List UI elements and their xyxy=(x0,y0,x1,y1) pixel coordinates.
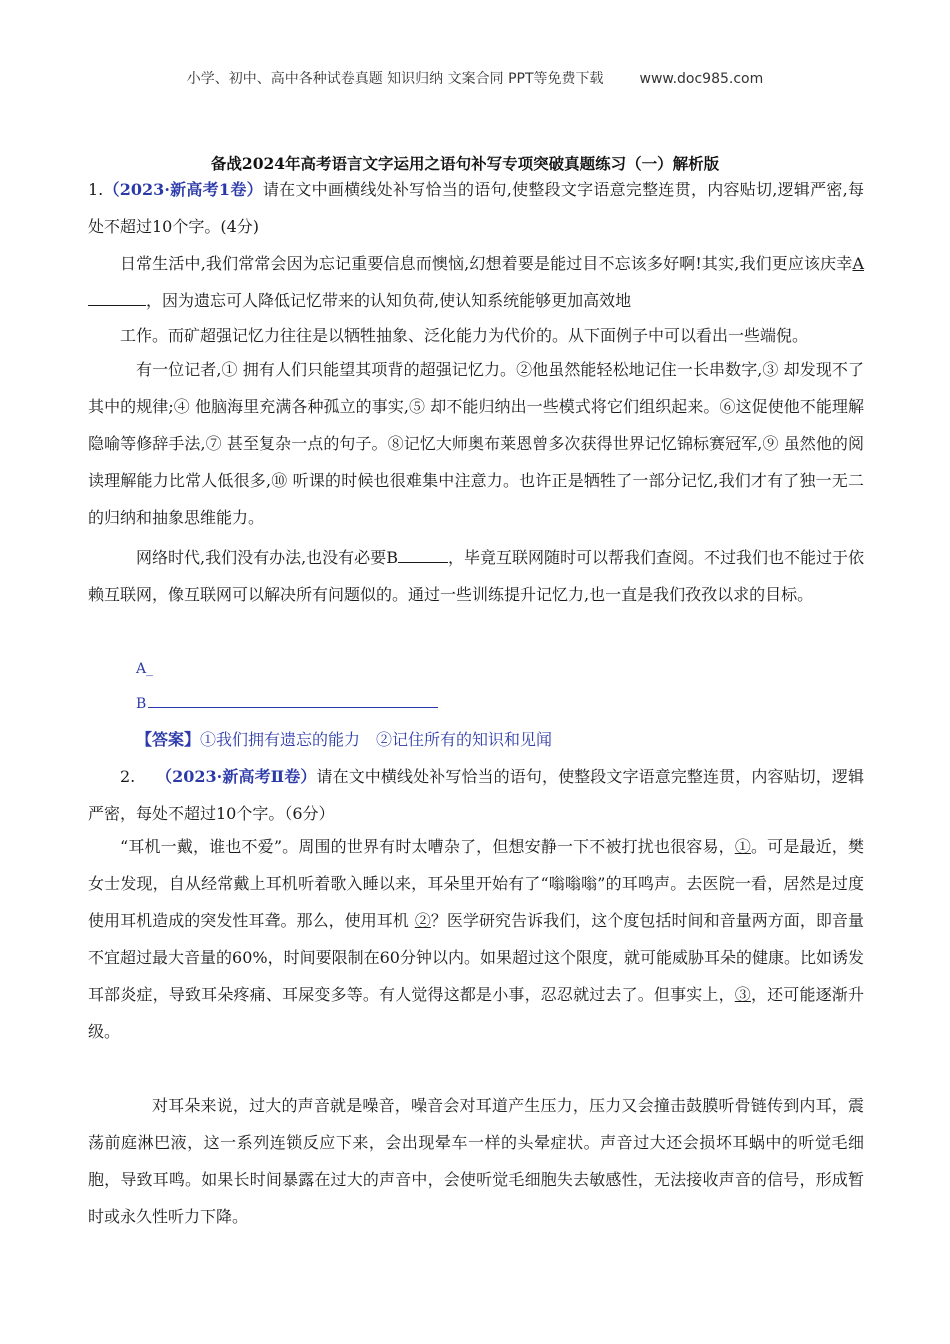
q2-p1a: “耳机一戴，谁也不爱”。周围的世界有时太嘈杂了，但想安静一下不被打扰也很容易， xyxy=(120,837,735,856)
q2-p1b: 。可是最近，樊女士发现，自从经常戴上耳机听着歌入睡以来，耳朵里开始有了“嗡嗡嗡”的耳鸣声。去医院一看，居然是过度使用耳机造成的突发性耳聋。那么，使用耳机 xyxy=(88,837,864,930)
q1-paragraph-2 xyxy=(88,351,864,536)
q1-prompt-text: 请在文中画横线处补写恰当的语句,使整段文字语意完整连贯，内容贴切,逻辑严密,每处不超过10个字。(4分) xyxy=(88,180,864,236)
q1-ans-b-line xyxy=(148,693,438,708)
q2-prompt-text: 请在文中横线处补写恰当的语句，使整段文字语意完整连贯，内容贴切，逻辑严密，每处不超过10个字。（6分） xyxy=(88,767,864,823)
q1-p1a: 日常生活中,我们常常会因为忘记重要信息而懊恼,幻想着要是能过目不忘该多好啊!其实,我们更应该庆幸 xyxy=(120,254,853,273)
q1-paragraph-1 xyxy=(88,245,864,319)
q1-p3b: ，毕竟互联网随时可以帮我们查阅。不过我们也不能过于依赖互联网，像互联网可以解决所有问题似的。通过一些训练提升记忆力,也一直是我们孜孜以求的目标。 xyxy=(88,548,864,604)
q1-paragraph-1c xyxy=(88,317,864,354)
q1-answer xyxy=(88,721,864,758)
q2-mark-3: ③ xyxy=(734,985,751,1004)
q2-number: 2. xyxy=(120,767,136,786)
q2-mark-1: ① xyxy=(734,837,751,856)
document-title: 备战2024年高考语言文字运用之语句补写专项突破真题练习（一）解析版 xyxy=(210,154,720,173)
q2-source: （2023·新高考Ⅱ卷） xyxy=(156,767,317,786)
q1-blank-b-line xyxy=(398,544,448,563)
q1-paragraph-3 xyxy=(88,539,864,613)
q1-answer-text: ①我们拥有遗忘的能力 ②记住所有的知识和见闻 xyxy=(200,730,553,749)
q2-mark-2: ② xyxy=(414,911,431,930)
q1-number: 1. xyxy=(88,180,104,199)
q1-ans-a-label: A_ xyxy=(136,661,154,677)
q1-answer-line-a xyxy=(88,651,864,688)
q1-p2: 有一位记者,① 拥有人们只能望其项背的超强记忆力。②他虽然能轻松地记住一长串数字,③ 却发现不了其中的规律;④ 他脑海里充满各种孤立的事实,⑤ 却不能归纳出一些模式将它们组织起来。⑥这促使他不能理解隐喻等修辞手法,⑦ 甚至复杂一点的句子。⑧记忆大师奥布莱恩曾多次获得世界记忆锦标赛冠军,⑨ 虽然他的阅读理解能力比常人低很多,⑩ 听课的时候也很难集中注意力。也许正是牺牲了一部分记忆,我们才有了独一无二的归纳和抽象思维能力。 xyxy=(88,360,864,527)
q1-prompt xyxy=(88,171,864,245)
q2-paragraph-2 xyxy=(88,1087,864,1235)
q2-p1c: ？医学研究告诉我们，这个度包括时间和音量两方面，即音量不宜超过最大音量的60%，时间要限制在60分钟以内。如果超过这个限度，就可能威胁耳朵的健康。比如诱发耳部炎症，导致耳朵疼痛、耳屎变多等。有人觉得这都是小事，忍忍就过去了。但事实上， xyxy=(88,911,864,1004)
q1-source: （2023·新高考1卷） xyxy=(103,180,263,199)
header-site[interactable]: www.doc985.com xyxy=(639,71,764,87)
q1-ans-b-label: B xyxy=(136,696,147,712)
q1-p1c: 工作。而矿超强记忆力往往是以牺牲抽象、泛化能力为代价的。从下面例子中可以看出一些端倪。 xyxy=(120,326,809,345)
page-header xyxy=(0,68,950,88)
q1-blank-b: B xyxy=(386,548,398,567)
q2-p2: 对耳朵来说，过大的声音就是噪音，噪音会对耳道产生压力，压力又会撞击鼓膜听骨链传到内耳，震荡前庭淋巴液，这一系列连锁反应下来，会出现晕车一样的头晕症状。声音过大还会损坏耳蜗中的听觉毛细胞，导致耳鸣。如果长时间暴露在过大的声音中，会使听觉毛细胞失去敏感性，无法接收声音的信号，形成暂时或永久性听力下降。 xyxy=(88,1096,864,1226)
q1-blank-a: A xyxy=(852,254,864,273)
q1-answer-line-b xyxy=(88,686,864,723)
q1-answer-tag: 【答案】 xyxy=(136,730,201,749)
q2-p1d: ，还可能逐渐升级。 xyxy=(88,985,864,1041)
q2-paragraph-1 xyxy=(88,828,864,1050)
q1-p3a: 网络时代,我们没有办法,也没有必要 xyxy=(136,548,387,567)
q1-blank-a-line xyxy=(88,287,146,306)
q1-p1b: ，因为遗忘可人降低记忆带来的认知负荷,使认知系统能够更加高效地 xyxy=(146,291,632,310)
q2-prompt xyxy=(88,758,864,832)
header-text: 小学、初中、高中各种试卷真题 知识归纳 文案合同 PPT等免费下载 xyxy=(186,71,604,87)
